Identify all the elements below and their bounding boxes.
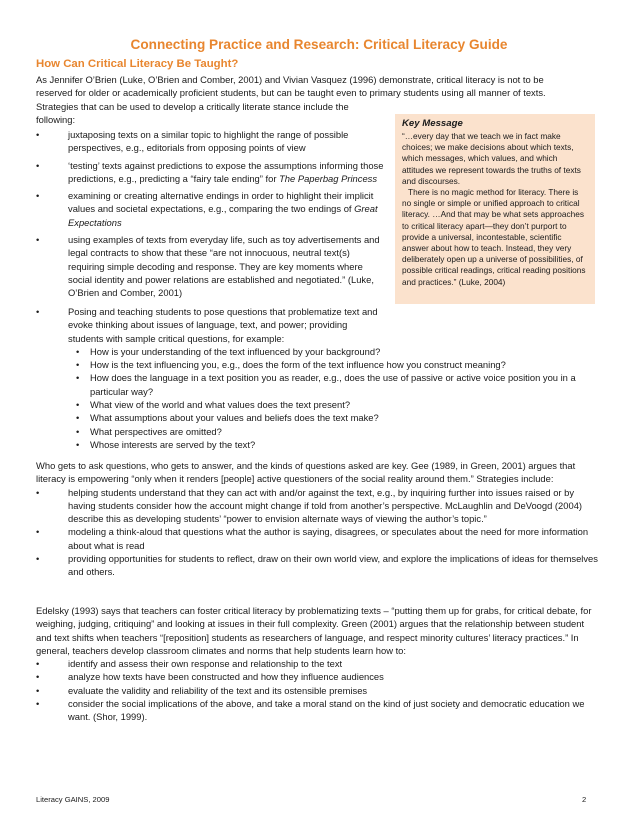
intro-line: reserved for older or academically proficient students, but can be taught even to primary students using all manner of texts. <box>36 87 546 99</box>
question-section <box>36 305 596 451</box>
list-item: • using examples of texts from everyday life, such as toy advertisements and legal contracts to show that these “are not innocuous, neutral text(s) requiring simple decoding and response. They are key moments where social identity and power relations are established and negotiated.” (Luke, O’Brien and Comber, 2001) <box>36 233 388 299</box>
question-item: • What assumptions about your values and beliefs does the text make? <box>76 411 596 424</box>
section-problematizing <box>36 604 602 724</box>
key-message-box <box>395 114 595 304</box>
list-item: • Posing and teaching students to pose questions that problematize text and evoke thinking about issues of language, text, and power; providing students with sample critical questions, for example: <box>36 305 380 345</box>
question-item: • How does the language in a text position you as reader, e.g., does the use of passive or active voice position you in a particular way? <box>76 371 596 398</box>
list-item: • juxtaposing texts on a similar topic to highlight the range of possible perspectives, e.g., editorials from opposing points of view <box>36 128 388 155</box>
key-message-text: “…every day that we teach we in fact make choices; we make decisions about which texts, which messages, which values, and which attitudes we represent towards the truths of texts and discourses. <box>402 131 581 186</box>
question-item: • How is your understanding of the text influenced by your background? <box>76 345 596 358</box>
list-item: • analyze how texts have been constructed and how they influence audiences <box>36 670 602 683</box>
intro-line: As Jennifer O’Brien (Luke, O’Brien and Comber, 2001) and Vivian Vasquez (1996) demonstrate, critical literacy is not to be <box>36 74 544 85</box>
question-item: • What view of the world and what values does the text present? <box>76 398 596 411</box>
paragraph: Who gets to ask questions, who gets to answer, and the kinds of questions asked are key. Gee (1989, in Green, 2001) argues that literacy is empowering “only when it renders [people] active questioners of the social reality around them.” Strategies include: <box>36 460 576 485</box>
list-item: • modeling a think-aloud that questions what the author is saying, disagrees, or speculates about the need for more information about what is read <box>36 525 602 552</box>
section-questions-power <box>36 459 602 579</box>
intro-line: Strategies that can be used to develop a critically literate stance include the <box>36 100 349 112</box>
page-number: 2 <box>582 795 587 804</box>
question-item: • How is the text influencing you, e.g., does the form of the text influence how you construct meaning? <box>76 358 596 371</box>
list-item: • identify and assess their own response and relationship to the text <box>36 657 602 670</box>
list-item: • examining or creating alternative endings in order to highlight their implicit values and societal expectations, e.g., comparing the two endings of Great Expectations <box>36 189 388 229</box>
section-heading: How Can Critical Literacy Be Taught? <box>36 58 239 70</box>
question-item: • What perspectives are omitted? <box>76 425 596 438</box>
key-message-text: There is no magic method for literacy. There is no single or simple or unified approach to critical literacy. …And that may be what sets approaches to critical literacy apart—they don’t purport to provide a universal, incontestable, scientific answer about how to teach. Instead, they very deliberately open up a universe of possibilities, of possible critical readings, critical reading positions and practices.” (Luke, 2004) <box>402 187 586 287</box>
intro-line: following: <box>36 113 76 125</box>
list-item: • consider the social implications of the above, and take a moral stand on the kind of just society and democratic education we want. (Shor, 1999). <box>36 697 602 724</box>
paragraph: Edelsky (1993) says that teachers can foster critical literacy by problematizing texts – “putting them up for grabs, for critical debate, for weighing, judging, critiquing” and looking at issues in their full complexity. Green (2001) argues that the relationship between student and text shifts when teachers “[reposition] students as researchers of language, and respect minority cultures’ literacy practices.” In general, teachers develop classroom climates and norms that help students learn how to: <box>36 605 592 656</box>
list-item: • evaluate the validity and reliability of the text and its ostensible premises <box>36 684 602 697</box>
page-title: Connecting Practice and Research: Critical Literacy Guide <box>130 37 508 52</box>
key-message-heading: Key Message <box>402 118 463 129</box>
list-item: • ‘testing’ texts against predictions to expose the assumptions informing those predictions, e.g., predicting a “fairy tale ending” for The Paperbag Princess <box>36 159 388 186</box>
list-item: • providing opportunities for students to reflect, draw on their own world view, and explore the implications of ideas for themselves and others. <box>36 552 602 579</box>
strategy-list-narrow <box>36 128 388 300</box>
footer-source: Literacy GAINS, 2009 <box>36 795 110 804</box>
question-item: • Whose interests are served by the text? <box>76 438 596 451</box>
list-item: • helping students understand that they can act with and/or against the text, e.g., by inquiring further into issues raised or by having students consider how the account might change if told from another’s perspective. McLaughlin and DeVoogd (2004) describe this as developing students’ “power to envision alternate ways of viewing the author’s topic.” <box>36 486 602 526</box>
